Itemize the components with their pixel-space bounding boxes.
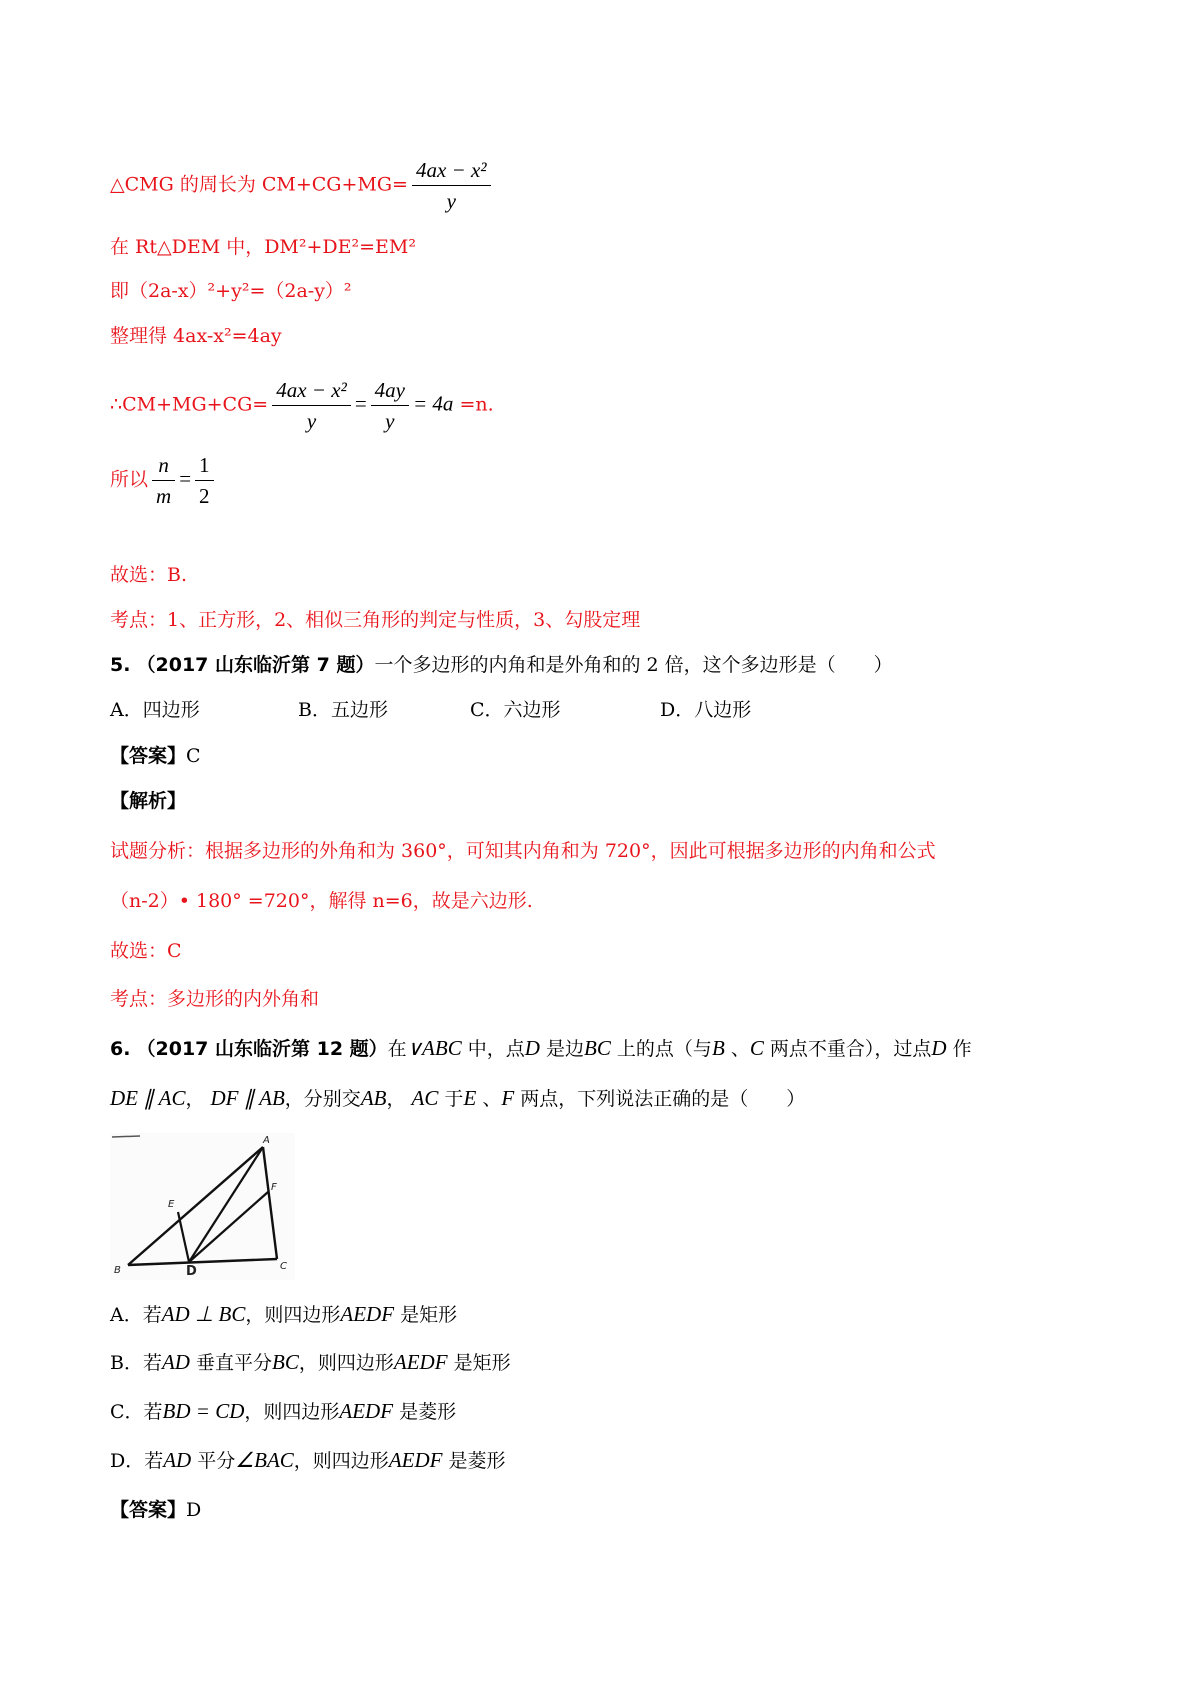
triangle-diagram bbox=[110, 1133, 295, 1280]
q6-text: 、 bbox=[730, 1038, 750, 1060]
option-math: BD = CD bbox=[162, 1399, 245, 1423]
option-text: 是矩形 bbox=[453, 1352, 511, 1374]
ratio-text: 所以 bbox=[110, 468, 149, 491]
q6-text: ，分别交 bbox=[284, 1088, 361, 1110]
q5-topic: 考点：多边形的内外角和 bbox=[110, 988, 320, 1010]
q6-text: 两点，下列说法正确的是（ ） bbox=[520, 1088, 806, 1110]
question-text: 一个多边形的内角和是外角和的 2 倍，这个多边形是（ ） bbox=[374, 654, 893, 676]
question-6 bbox=[110, 1034, 972, 1061]
choice-line: 故选：B. bbox=[110, 564, 188, 586]
option-text: 平分 bbox=[197, 1450, 236, 1472]
q6-text: 两点不重合），过点 bbox=[769, 1038, 932, 1060]
option-math: AEDF bbox=[339, 1399, 394, 1423]
topic-line: 考点：1、正方形，2、相似三角形的判定与性质，3、勾股定理 bbox=[110, 609, 641, 631]
q6-math: D bbox=[931, 1036, 947, 1060]
q6-text: 在 bbox=[387, 1038, 407, 1060]
label-c: C bbox=[280, 1261, 287, 1272]
question-number: 6. bbox=[110, 1038, 131, 1060]
question-number: 5. bbox=[110, 654, 131, 676]
q5-option-b: B．五边形 bbox=[298, 699, 388, 721]
option-text: 是菱形 bbox=[448, 1450, 506, 1472]
answer-value: D bbox=[186, 1499, 202, 1521]
fraction-denominator: 2 bbox=[199, 484, 210, 508]
q5-option-d: D．八边形 bbox=[660, 699, 752, 721]
q6-text: 上的点（与 bbox=[616, 1038, 712, 1060]
q6-math: F bbox=[501, 1086, 515, 1110]
option-math: AD ⊥ BC bbox=[161, 1302, 246, 1326]
q5-analysis-line-1: 试题分析：根据多边形的外角和为 360°，可知其内角和为 720°，因此可根据多边形的内角和公式 bbox=[110, 840, 936, 862]
q6-math: DE ∥ AC bbox=[110, 1086, 186, 1110]
ratio-line bbox=[110, 450, 218, 511]
label-f: F bbox=[271, 1182, 277, 1193]
label-d: D bbox=[186, 1264, 197, 1279]
therefore-end: =n. bbox=[459, 393, 494, 416]
option-math: AEDF bbox=[340, 1302, 395, 1326]
q6-math: D bbox=[524, 1036, 540, 1060]
question-source: （2017 山东临沂第 12 题） bbox=[136, 1038, 388, 1060]
q6-math: ∨ABC bbox=[406, 1036, 462, 1060]
q6-answer bbox=[110, 1495, 201, 1522]
option-math: AEDF bbox=[388, 1448, 443, 1472]
fraction-numerator: 4ay bbox=[371, 375, 409, 406]
q6-math: B bbox=[711, 1036, 725, 1060]
label-a: A bbox=[263, 1135, 270, 1146]
q5-analysis-label: 【解析】 bbox=[110, 790, 187, 812]
fraction-denominator: y bbox=[385, 409, 395, 433]
q5-analysis-line-2: （n-2）• 180° =720°，解得 n=6，故是六边形. bbox=[110, 890, 533, 912]
q6-text: 中，点 bbox=[467, 1038, 525, 1060]
option-math: BC bbox=[272, 1350, 299, 1374]
option-text: ，则四边形 bbox=[245, 1304, 341, 1326]
q6-text: ， bbox=[185, 1088, 205, 1110]
pythagoras-line: 在 Rt△DEM 中，DM²+DE²=EM² bbox=[110, 236, 416, 258]
q5-option-a: A．四边形 bbox=[110, 699, 200, 721]
perimeter-text: △CMG 的周长为 CM+CG+MG= bbox=[110, 173, 408, 196]
q6-math: AC bbox=[411, 1086, 439, 1110]
answer-label: 【答案】 bbox=[110, 745, 187, 767]
option-math: AD bbox=[161, 1350, 190, 1374]
option-text: ，则四边形 bbox=[298, 1352, 394, 1374]
option-text: 是菱形 bbox=[399, 1401, 457, 1423]
option-text: D．若 bbox=[110, 1450, 164, 1472]
q6-text: ， bbox=[386, 1088, 406, 1110]
q6-math: AB bbox=[360, 1086, 387, 1110]
q6-text: 于 bbox=[444, 1088, 464, 1110]
q5-option-c: C．六边形 bbox=[470, 699, 561, 721]
q6-text: 、 bbox=[482, 1088, 502, 1110]
perimeter-line bbox=[110, 155, 495, 216]
label-e: E bbox=[168, 1199, 175, 1210]
q6-text: 是边 bbox=[546, 1038, 585, 1060]
q6-math: DF ∥ AB bbox=[210, 1086, 285, 1110]
answer-label: 【答案】 bbox=[110, 1499, 187, 1521]
fraction-numerator: 1 bbox=[195, 450, 214, 481]
fraction-denominator: y bbox=[446, 189, 456, 213]
option-text: B．若 bbox=[110, 1352, 162, 1374]
option-text: ，则四边形 bbox=[293, 1450, 389, 1472]
therefore-fraction-2 bbox=[371, 375, 409, 436]
perimeter-fraction bbox=[412, 155, 491, 216]
fraction-numerator: 4ax − x² bbox=[272, 375, 351, 406]
label-b: B bbox=[114, 1265, 121, 1276]
answer-value: C bbox=[186, 745, 201, 767]
option-text: 是矩形 bbox=[400, 1304, 458, 1326]
option-math: AD bbox=[163, 1448, 192, 1472]
simplify-line: 整理得 4ax-x²=4ay bbox=[110, 325, 282, 347]
fraction-denominator: y bbox=[306, 409, 317, 433]
question-5 bbox=[110, 650, 893, 677]
ratio-fraction-1 bbox=[152, 450, 175, 511]
scan-mark bbox=[112, 1136, 140, 1137]
substitution-line: 即（2a-x）²+y²=（2a-y）² bbox=[110, 280, 352, 302]
q6-option-c bbox=[110, 1397, 456, 1424]
therefore-text: ∴CM+MG+CG= bbox=[110, 393, 269, 416]
therefore-line bbox=[110, 375, 494, 436]
q5-choice: 故选：C bbox=[110, 940, 182, 962]
equals-sign: = bbox=[354, 391, 367, 416]
therefore-fraction-1 bbox=[272, 375, 351, 436]
q6-math: C bbox=[749, 1036, 764, 1060]
ratio-fraction-2 bbox=[195, 450, 214, 511]
option-text: A．若 bbox=[110, 1304, 162, 1326]
q6-math: BC bbox=[584, 1036, 611, 1060]
q5-answer bbox=[110, 741, 201, 768]
q6-option-a bbox=[110, 1300, 457, 1327]
q6-math: E bbox=[463, 1086, 477, 1110]
q6-text: 作 bbox=[952, 1038, 972, 1060]
triangle-figure bbox=[110, 1133, 295, 1280]
fraction-numerator: 4ax − x² bbox=[412, 155, 491, 186]
therefore-result: = 4a bbox=[412, 391, 454, 416]
option-text: 垂直平分 bbox=[196, 1352, 273, 1374]
q6-option-b bbox=[110, 1348, 511, 1375]
option-text: ，则四边形 bbox=[244, 1401, 340, 1423]
question-6-line-2 bbox=[110, 1084, 805, 1111]
fraction-numerator: n bbox=[152, 450, 175, 481]
question-source: （2017 山东临沂第 7 题） bbox=[136, 654, 375, 676]
fraction-denominator: m bbox=[156, 484, 172, 508]
option-math: AEDF bbox=[393, 1350, 448, 1374]
equals-sign: = bbox=[179, 466, 192, 491]
q6-option-d bbox=[110, 1446, 506, 1473]
option-text: C．若 bbox=[110, 1401, 163, 1423]
option-math: ∠BAC bbox=[235, 1448, 294, 1472]
